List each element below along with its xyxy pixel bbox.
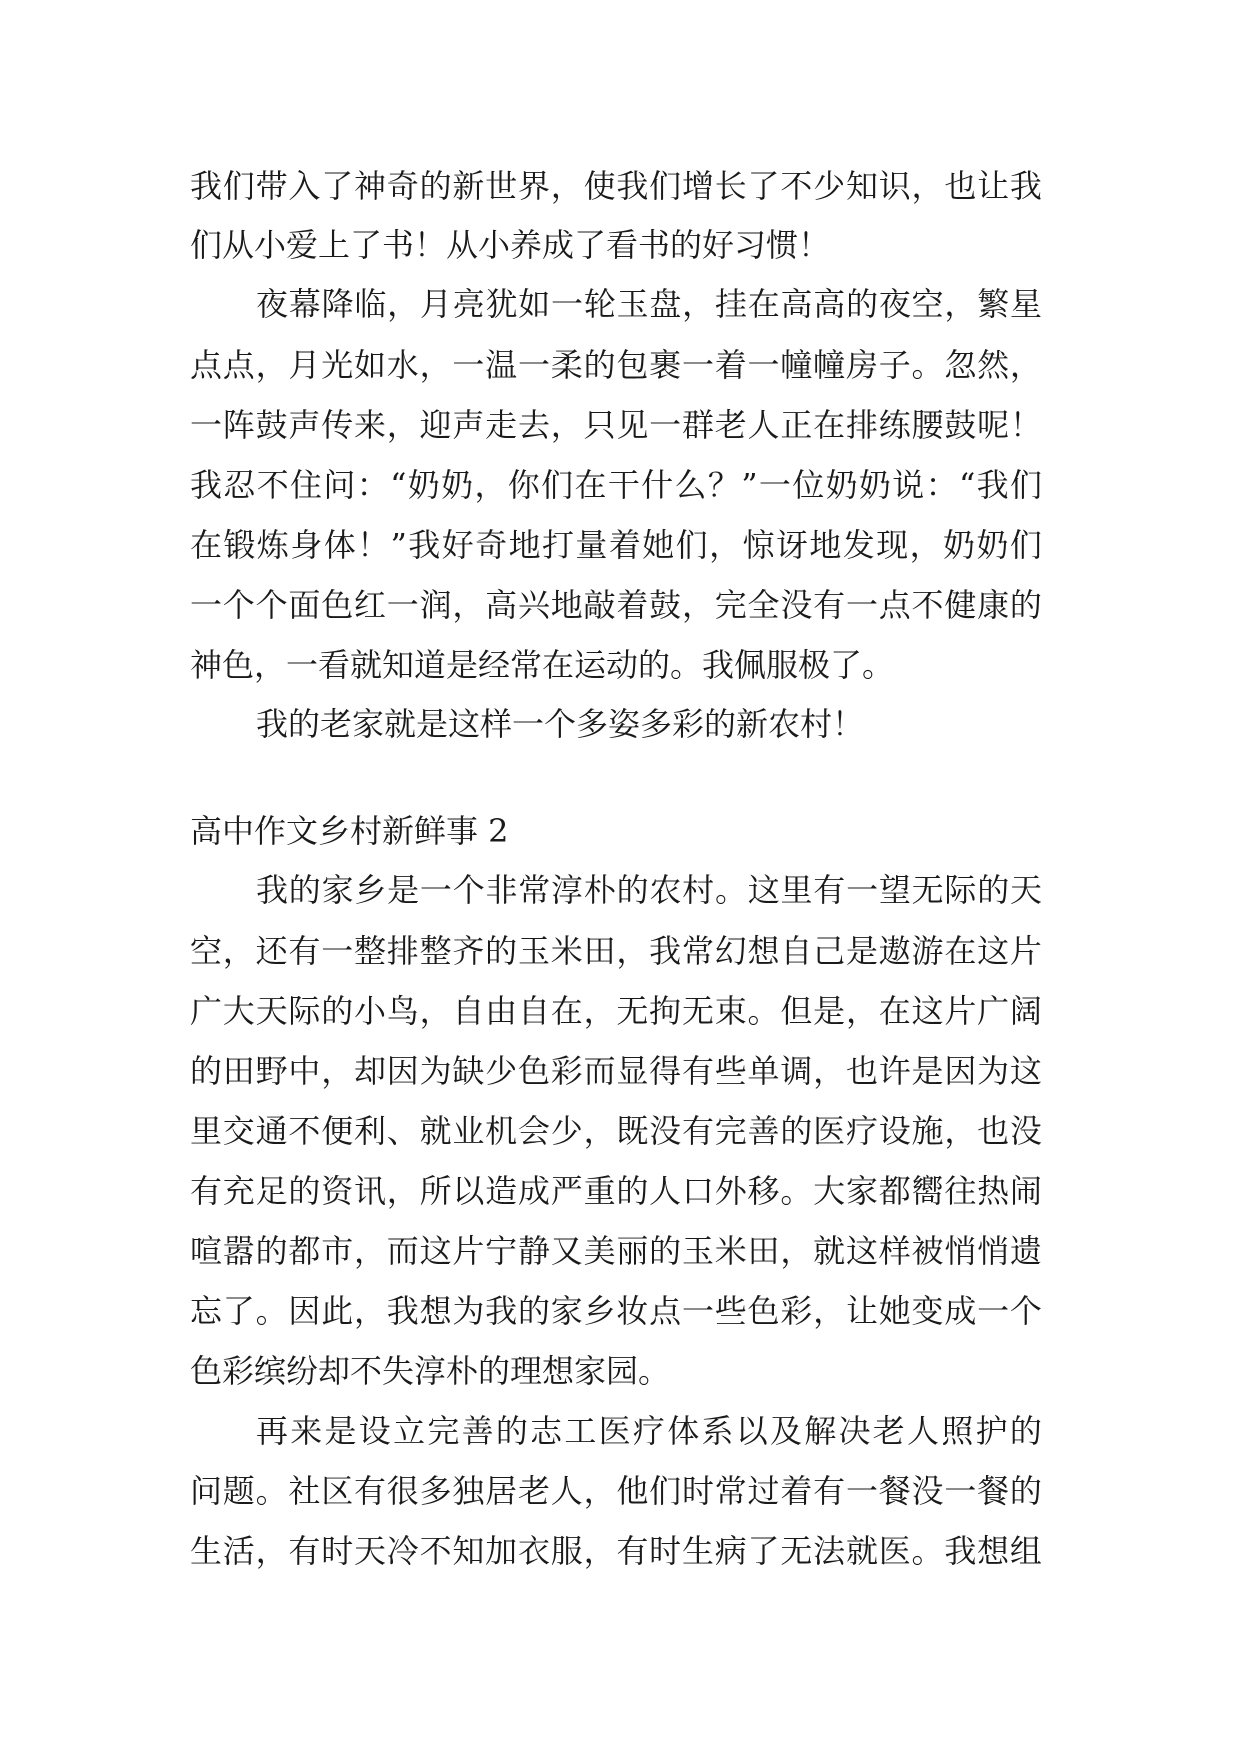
text-line: 色彩缤纷却不失淳朴的理想家园。 <box>190 1352 671 1390</box>
text-line: 点 点 ， 月 光 如 水 ， 一 温 一 柔 的 包 裹 一 着 一 幢 幢 房 子 。 忽 然 ， <box>190 346 1042 384</box>
section-heading: 高中作文乡村新鲜事 2 <box>190 812 509 850</box>
text-line: 里 交 通 不 便 利 、 就 业 机 会 少 ， 既 没 有 完 善 的 医 疗 设 施 ， 也 没 <box>190 1112 1042 1150</box>
text-line: 我 忍 不 住 问 ： “ 奶 奶 ， 你 们 在 干 什 么 ？ ” 一 位 奶 奶 说 ： “ 我 们 <box>190 466 1042 504</box>
text-line: 一 个 个 面 色 红 一 润 ， 高 兴 地 敲 着 鼓 ， 完 全 没 有 一 点 不 健 康 的 <box>190 586 1042 624</box>
text-line: 问 题 。 社 区 有 很 多 独 居 老 人 ， 他 们 时 常 过 着 有 一 餐 没 一 餐 的 <box>190 1472 1042 1510</box>
text-line: 有 充 足 的 资 讯 ， 所 以 造 成 严 重 的 人 口 外 移 。 大 家 都 嚮 往 热 闹 <box>190 1172 1042 1210</box>
text-line: 忘 了 。 因 此 ， 我 想 为 我 的 家 乡 妆 点 一 些 色 彩 ， 让 她 变 成 一 个 <box>190 1292 1042 1330</box>
paragraph-start-line: 我 的 家 乡 是 一 个 非 常 淳 朴 的 农 村 。 这 里 有 一 望 无 际 的 天 <box>256 871 1042 909</box>
text-line: 在 锻 炼 身 体 ！ ” 我 好 奇 地 打 量 着 她 们 ， 惊 讶 地 发 现 ， 奶 奶 们 <box>190 526 1042 564</box>
text-line: 神色，一看就知道是经常在运动的。我佩服极了。 <box>190 646 895 684</box>
paragraph-start-line: 夜 幕 降 临 ， 月 亮 犹 如 一 轮 玉 盘 ， 挂 在 高 高 的 夜 空 ， 繁 星 <box>256 285 1042 323</box>
text-line: 广 大 天 际 的 小 鸟 ， 自 由 自 在 ， 无 拘 无 束 。 但 是 ， 在 这 片 广 阔 <box>190 992 1042 1030</box>
text-line: 的 田 野 中 ， 却 因 为 缺 少 色 彩 而 显 得 有 些 单 调 ， 也 许 是 因 为 这 <box>190 1052 1042 1090</box>
paragraph-start-line: 我的老家就是这样一个多姿多彩的新农村！ <box>256 705 865 743</box>
text-line: 们从小爱上了书！从小养成了看书的好习惯！ <box>190 226 831 264</box>
text-line: 我 们 带 入 了 神 奇 的 新 世 界 ， 使 我 们 增 长 了 不 少 知 识 ， 也 让 我 <box>190 167 1042 205</box>
text-line: 生 活 ， 有 时 天 冷 不 知 加 衣 服 ， 有 时 生 病 了 无 法 就 医 。 我 想 组 <box>190 1532 1042 1570</box>
text-line: 空 ， 还 有 一 整 排 整 齐 的 玉 米 田 ， 我 常 幻 想 自 己 是 遨 游 在 这 片 <box>190 932 1042 970</box>
text-line: 一 阵 鼓 声 传 来 ， 迎 声 走 去 ， 只 见 一 群 老 人 正 在 排 练 腰 鼓 呢 ！ <box>190 406 1042 444</box>
paragraph-start-line: 再 来 是 设 立 完 善 的 志 工 医 疗 体 系 以 及 解 决 老 人 照 护 的 <box>256 1412 1042 1450</box>
text-line: 喧 嚣 的 都 市 ， 而 这 片 宁 静 又 美 丽 的 玉 米 田 ， 就 这 样 被 悄 悄 遗 <box>190 1232 1042 1270</box>
